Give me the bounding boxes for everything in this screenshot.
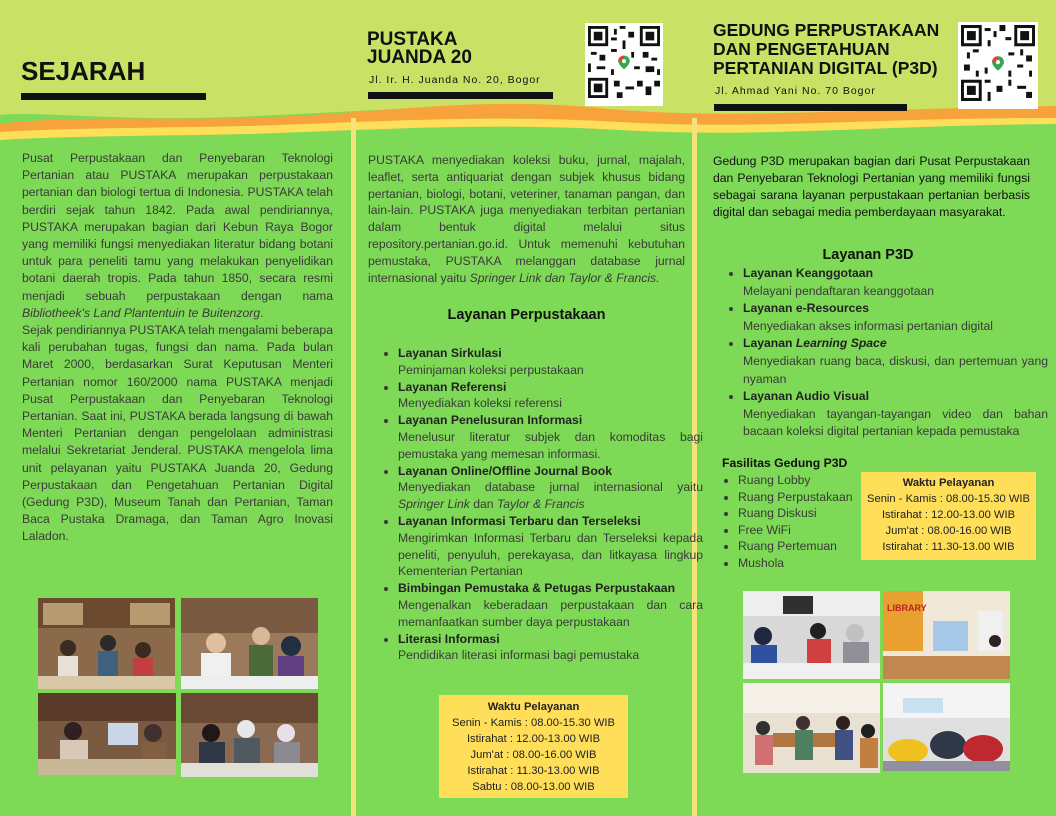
library-services-title: Layanan Perpustakaan [447, 307, 606, 323]
service-name: Layanan Penelusuran Informasi [398, 413, 583, 428]
library-services-list [380, 345, 703, 664]
service-desc-text: Menyediakan database jurnal internasional yaitu [398, 480, 703, 495]
list-item [743, 335, 1048, 388]
list-item: • Mushola [738, 555, 862, 572]
service-desc: Melayani pendaftaran keanggotaan [743, 283, 935, 298]
service-desc [398, 479, 703, 513]
list-item [743, 265, 1048, 300]
hours-title: Waktu Pelayanan [902, 477, 995, 489]
p3d-address: Jl. Ahmad Yani No. 70 Bogor [715, 85, 876, 97]
hours-line: Senin - Kamis : 08.00-15.30 WIB [452, 717, 615, 729]
list-item [743, 388, 1048, 441]
service-name: Layanan e-Resources [743, 301, 869, 316]
juanda-service-hours [439, 695, 628, 798]
facilities-title: Fasilitas Gedung P3D [722, 456, 848, 470]
p3d-facilities [722, 456, 862, 571]
p3d-title-line: GEDUNG PERPUSTAKAAN [713, 20, 940, 40]
period: . [260, 305, 264, 320]
facilities-list [722, 472, 862, 571]
history-italic-name: Bibliotheek's Land Plantentuin te Buitenzorg [22, 305, 261, 320]
list-item [743, 300, 1048, 335]
service-name: Layanan Sirkulasi [398, 346, 502, 360]
service-desc-text: dan [473, 497, 494, 512]
p3d-title-line: DAN PENGETAHUAN [713, 39, 890, 59]
p3d-service-hours [861, 472, 1036, 560]
p3d-services-list [725, 265, 1048, 441]
service-desc: Peminjaman koleksi perpustakaan [398, 362, 584, 377]
list-item [398, 412, 703, 462]
page-title: SEJARAH [21, 56, 146, 86]
service-name: Layanan Keanggotaan [743, 266, 874, 280]
hours-line: Jum'at : 08.00-16.00 WIB [885, 525, 1012, 537]
history-paragraph: Pusat Perpustakaan dan Penyebaran Teknologi Pertanian atau PUSTAKA merupakan perpustakaan pertanian dan biologi tertua di Indonesia. PUSTAKA telah berdiri sejak tahun 1842. Pada awal pendiriannya, PUSTAKA merupakan bagian dari Kebun Raya Bogor yang memiliki fungsi menyediakan literatur bidang botani untuk para peneliti tamu yang melakukan penyelidikan botani daerah tropis. Pada tahun 1850, secara resmi menjadi sebuah perpustakaan dengan nama [22, 151, 333, 303]
juanda-title [367, 31, 472, 67]
list-item: • Free WiFi [738, 522, 862, 539]
p3d-photo [883, 591, 1010, 679]
qr-code-graphic [961, 25, 1035, 101]
service-name: Layanan Informasi Terbaru dan Terseleksi [398, 513, 641, 528]
service-desc: Menyediakan ruang baca, diskusi, dan pertemuan yang nyaman [743, 353, 1048, 386]
p3d-photo [743, 591, 880, 679]
library-photo [38, 598, 175, 689]
service-name: Layanan [743, 336, 793, 351]
service-desc: Mengenalkan keberadaan perpustakaan dan cara memanfaatkan sumber daya perpustakaan [398, 597, 703, 629]
juanda-intro-italic: Springer Link dan Taylor & Francis. [469, 270, 660, 285]
hours-line: Istirahat : 12.00-13.00 WIB [881, 509, 1016, 521]
service-name-italic: Learning Space [795, 336, 887, 351]
service-desc-italic: Springer Link [398, 497, 470, 512]
address-underline [368, 92, 553, 99]
juanda-title-line: JUANDA 20 [367, 47, 472, 68]
list-item [398, 631, 703, 665]
list-item [398, 580, 703, 630]
p3d-photo [743, 683, 880, 773]
library-photo [38, 693, 176, 775]
service-desc-italic: Taylor & Francis [496, 497, 585, 512]
list-item: • Ruang Lobby [738, 472, 862, 489]
map-pin-icon [991, 55, 1006, 70]
service-desc: Menelusur literatur subjek dan komoditas bagi pemustaka yang memesan informasi. [398, 429, 703, 461]
service-desc: Menyediakan tayangan-tayangan video dan bahan bacaan koleksi digital pertanian kepada pemustaka [743, 406, 1048, 439]
qr-code-graphic [588, 26, 660, 98]
list-item [398, 345, 703, 379]
history-text [22, 150, 333, 546]
list-item [398, 463, 703, 513]
history-paragraph: Sejak pendiriannya PUSTAKA telah mengalami beberapa kali perubahan tugas, fungsi dan nama. Pada bulan Maret 2000, berdasarkan Surat Keputusan Menteri Pertanian nomor 160/2000 nama PUSTAKA menjadi Pusat Perpustakaan dan Penyebaran Teknologi Pertanian. Saat ini, PUSTAKA berada langsung di bawah Menteri Pertanian dengan pengelolaan administrasi melalui Sekretariat Jenderal. PUSTAKA mengelola lima unit pelayanan yaitu PUSTAKA Juanda 20, Gedung Perpustakaan dan Pengetahuan Pertanian Digital (Gedung P3D), Museum Tanah dan Pertanian, Taman Baca Pustaka Dramaga, dan Taman Agro Inovasi Laladon. [22, 323, 333, 544]
map-pin-icon [617, 55, 631, 69]
juanda-address: Jl. Ir. H. Juanda No. 20, Bogor [369, 74, 541, 86]
column-divider [351, 118, 356, 816]
service-desc: Mengirimkan Informasi Terbaru dan Terseleksi kepada peneliti, penyuluh, perekayasa, dan litkayasa lingkup Kementerian Pertanian [398, 530, 703, 579]
qr-code-icon [958, 22, 1038, 109]
p3d-photo [883, 683, 1010, 771]
svg-text:LIBRARY: LIBRARY [887, 603, 927, 613]
service-name: Layanan Referensi [398, 379, 507, 394]
service-name: Layanan Audio Visual [743, 389, 869, 404]
library-photo [181, 598, 318, 689]
p3d-intro: Gedung P3D merupakan bagian dari Pusat Perpustakaan dan Penyebaran Teknologi Pertanian yang memiliki fungsi sebagai sarana layanan perpustakaan pertanian berbasis digital dan sebagai media pemberdayaan masyarakat. [713, 154, 1030, 219]
library-photo [181, 693, 318, 777]
service-name: Layanan Online/Offline Journal Book [398, 463, 612, 478]
p3d-title [713, 21, 939, 78]
juanda-intro [368, 152, 685, 286]
service-name: Literasi Informasi [398, 631, 500, 646]
hours-line: Istirahat : 11.30-13.00 WIB [882, 541, 1015, 553]
hours-line: Sabtu : 08.00-13.00 WIB [472, 781, 595, 793]
hours-title: Waktu Pelayanan [487, 701, 580, 713]
list-item: • Ruang Diskusi [738, 505, 862, 522]
juanda-title-line: PUSTAKA [367, 29, 458, 50]
service-desc: Pendidikan literasi informasi bagi pemustaka [398, 648, 640, 663]
p3d-services-title: Layanan P3D [822, 247, 914, 263]
service-desc: Menyediakan koleksi referensi [398, 396, 562, 411]
p3d-title-line: PERTANIAN DIGITAL (P3D) [713, 58, 938, 78]
qr-code-icon [585, 23, 663, 106]
address-underline [714, 104, 907, 111]
list-item [398, 379, 703, 413]
hours-line: Istirahat : 12.00-13.00 WIB [466, 733, 601, 745]
hours-line: Jum'at : 08.00-16.00 WIB [470, 749, 597, 761]
list-item [398, 513, 703, 580]
hours-line: Istirahat : 11.30-13.00 WIB [467, 765, 600, 777]
title-underline [21, 93, 206, 100]
hours-line: Senin - Kamis : 08.00-15.30 WIB [867, 493, 1030, 505]
service-desc: Menyediakan akses informasi pertanian digital [743, 318, 993, 333]
juanda-intro-text: PUSTAKA menyediakan koleksi buku, jurnal, majalah, leaflet, serta antiquariat dengan subjek khusus bidang pertanian, biologi, botani, veteriner, tanaman pangan, dan lain-lain. PUSTAKA juga menyediakan terbitan pertanian dalam bentuk digital melalui situs repository.pertanian.go.id. Untuk memenuhi kebutuhan pemustaka, PUSTAKA melanggan database jurnal internasional yaitu [368, 153, 685, 285]
list-item: • Ruang Pertemuan [738, 538, 862, 555]
list-item: • Ruang Perpustakaan [738, 489, 862, 506]
service-name: Bimbingan Pemustaka & Petugas Perpustakaan [398, 581, 676, 596]
